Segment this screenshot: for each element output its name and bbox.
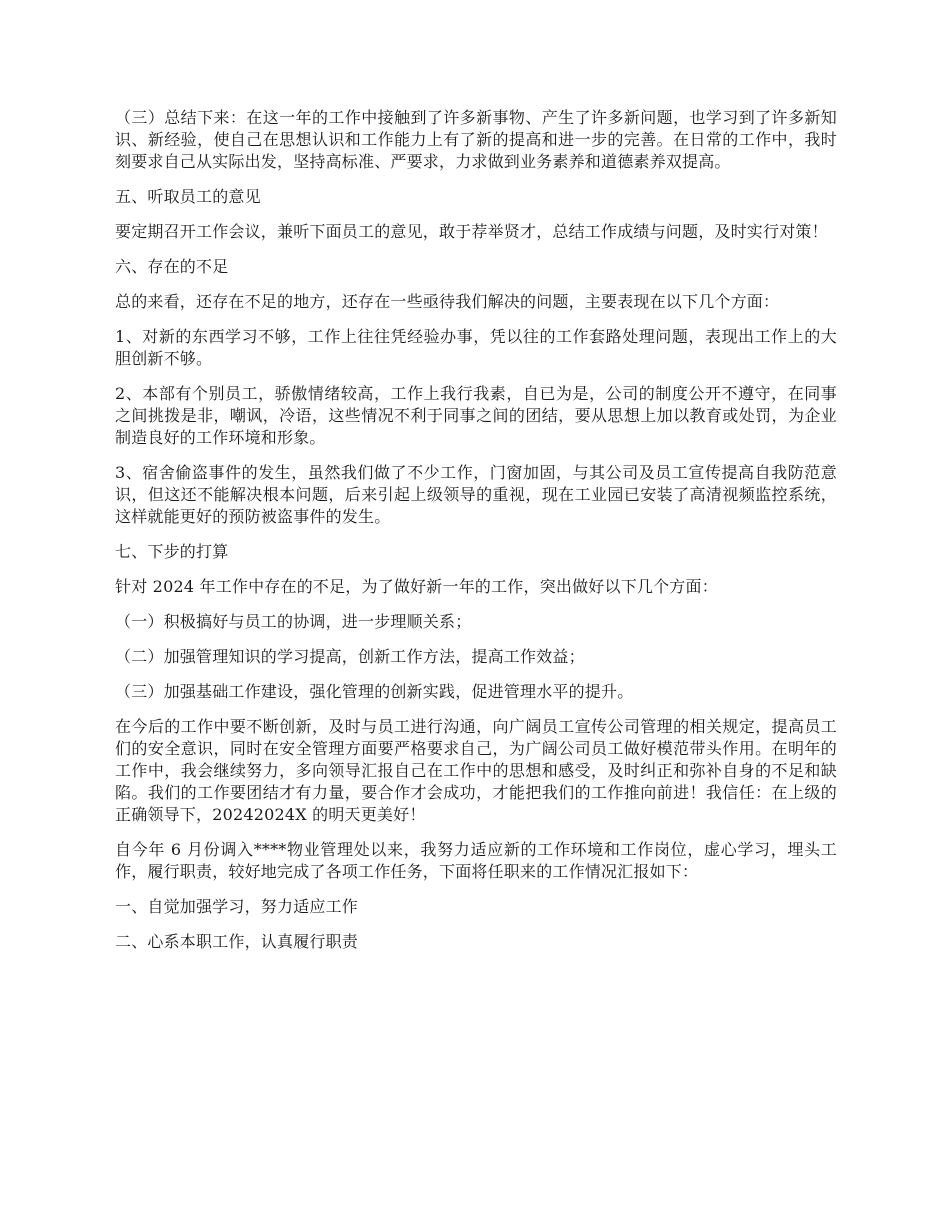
heading-section-5: 五、听取员工的意见: [115, 187, 261, 206]
paragraph-employee-opinions: 要定期召开工作会议，兼听下面员工的意见，敢于荐举贤才，总结工作成绩与问题，及时实行对策！: [115, 222, 828, 241]
paragraph-plan-intro: 针对 2024 年工作中存在的不足，为了做好新一年的工作，突出做好以下几个方面：: [115, 577, 718, 596]
paragraph-summary: （三）总结下来：在这一年的工作中接触到了许多新事物、产生了许多新问题，也学习到了许多新知识、新经验，使自己在思想认识和工作能力上有了新的提高和进一步的完善。在日常的工作中，我时刻要求自己从实际出发，坚持高标准、严要求，力求做到业务素养和道德素养双提高。: [115, 108, 837, 171]
paragraph-plan-3: （三）加强基础工作建设，强化管理的创新实践，促进管理水平的提升。: [115, 682, 634, 701]
paragraph-shortcoming-1: 1、对新的东西学习不够，工作上往往凭经验办事，凭以往的工作套路处理问题，表现出工作上的大胆创新不够。: [115, 327, 837, 368]
document-page: [115, 107, 837, 966]
paragraph-report-intro: 自今年 6 月份调入****物业管理处以来，我努力适应新的工作环境和工作岗位，虚心学习，埋头工作，履行职责，较好地完成了各项工作任务，下面将任职来的工作情况汇报如下：: [115, 840, 837, 881]
heading-section-6: 六、存在的不足: [115, 257, 229, 276]
paragraph-plan-1: （一）积极搞好与员工的协调，进一步理顺关系；: [115, 612, 472, 631]
paragraph-plan-2: （二）加强管理知识的学习提高，创新工作方法，提高工作效益；: [115, 647, 585, 666]
paragraph-shortcoming-2: 2、本部有个别员工，骄傲情绪较高，工作上我行我素，自已为是，公司的制度公开不遵守，在同事之间挑拨是非，嘲讽，冷语，这些情况不利于同事之间的团结，要从思想上加以教育或处罚，为企业制造良好的工作环境和形象。: [115, 384, 837, 447]
heading-report-2: 二、心系本职工作，认真履行职责: [115, 932, 359, 951]
paragraph-future-outlook: 在今后的工作中要不断创新，及时与员工进行沟通，向广阔员工宣传公司管理的相关规定，提高员工们的安全意识，同时在安全管理方面要严格要求自己，为广阔公司员工做好模范带头作用。在明年的工作中，我会继续努力，多向领导汇报自己在工作中的思想和感受，及时纠正和弥补自身的不足和缺陷。我们的工作要团结才有力量，要合作才会成功，才能把我们的工作推向前进！我信任：在上级的正确领导下，20242024X 的明天更美好！: [115, 717, 837, 824]
heading-report-1: 一、自觉加强学习，努力适应工作: [115, 897, 359, 916]
paragraph-shortcomings-intro: 总的来看，还存在不足的地方，还存在一些亟待我们解决的问题，主要表现在以下几个方面：: [115, 292, 780, 311]
heading-section-7: 七、下步的打算: [115, 542, 229, 561]
paragraph-shortcoming-3: 3、宿舍偷盗事件的发生，虽然我们做了不少工作，门窗加固，与其公司及员工宣传提高自我防范意识，但这还不能解决根本问题，后来引起上级领导的重视，现在工业园已安装了高清视频监控系统，这样就能更好的预防被盗事件的发生。: [115, 463, 837, 526]
